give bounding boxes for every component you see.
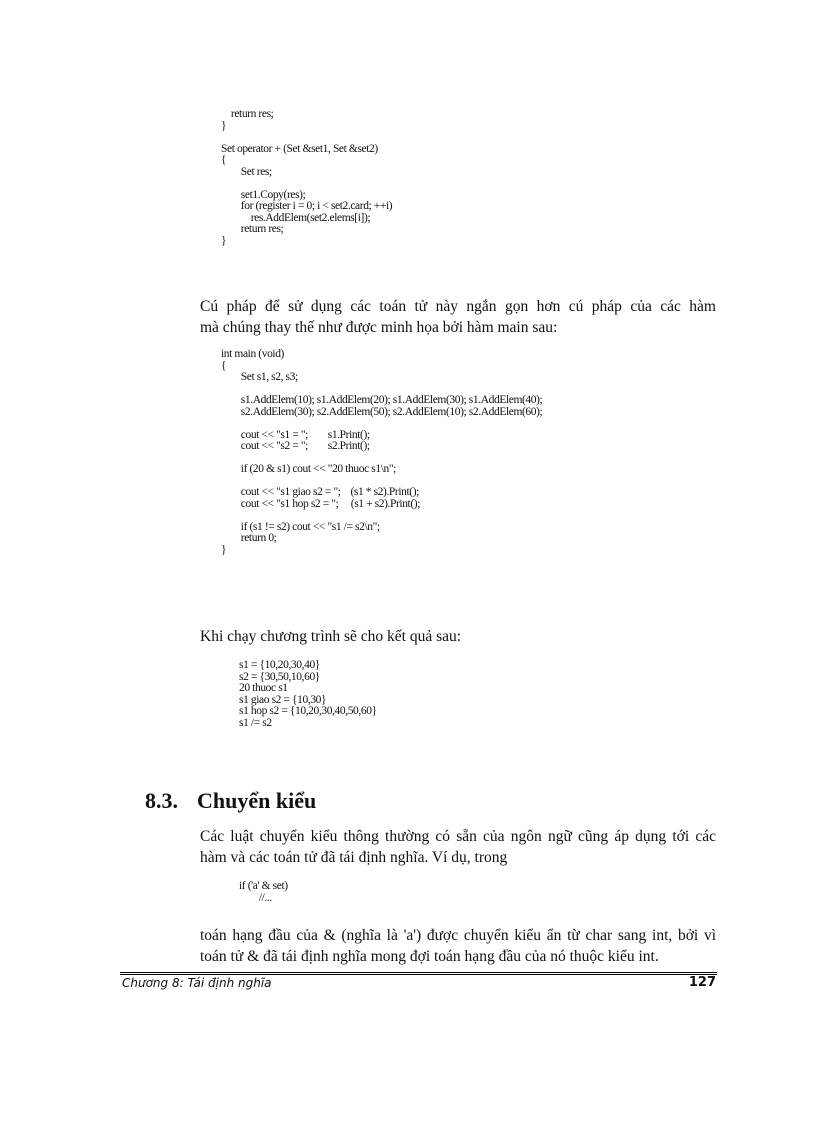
footer-chapter: Chương 8: Tái định nghĩa (122, 976, 272, 990)
code-line: cout << "s1 giao s2 = "; (s1 * s2).Print(); (221, 486, 419, 498)
section-number: 8.3. (145, 788, 178, 813)
code-line: cout << "s2 = "; s2.Print(); (221, 440, 370, 452)
code-line: return res; (221, 108, 274, 120)
code-line: for (register i = 0; i < set2.card; ++i) (221, 200, 393, 212)
code-line: } (221, 119, 227, 132)
page-number: 127 (688, 975, 716, 990)
code-line: return res; (221, 223, 284, 235)
code-line: s2.AddElem(30); s2.AddElem(50); s2.AddElem(10); s2.AddElem(60); (221, 405, 543, 418)
output-line: 20 thuoc s1 (239, 682, 288, 694)
code-block-main (221, 349, 542, 556)
paragraph-line: toán hạng đầu của & (nghĩa là 'a') được chuyển kiểu ẩn từ char sang int, bởi vì (200, 927, 716, 944)
body-paragraph (200, 826, 716, 868)
body-paragraph (200, 925, 716, 967)
body-paragraph (200, 626, 716, 647)
code-line: cout << "s1 = "; s1.Print(); (221, 428, 370, 441)
code-line: int main (void) (221, 348, 284, 360)
code-line: res.AddElem(set2.elems[i]); (221, 211, 371, 224)
code-line: { (221, 359, 227, 372)
code-line: Set operator + (Set &set1, Set &set2) (221, 142, 378, 155)
output-line: s2 = {30,50,10,60} (239, 670, 320, 683)
code-line (221, 418, 542, 430)
code-line: s1.AddElem(10); s1.AddElem(20); s1.AddElem(30); s1.AddElem(40); (221, 394, 543, 406)
code-line (221, 510, 542, 522)
code-line: if (s1 != s2) cout << "s1 /= s2\n"; (221, 520, 380, 533)
code-block-if (239, 881, 288, 904)
output-line: s1 = {10,20,30,40} (239, 659, 320, 671)
code-line: if ('a' & set) (239, 880, 288, 892)
code-line (221, 178, 392, 190)
paragraph-line: Các luật chuyển kiểu thông thường có sẵn của ngôn ngữ cũng áp dụng tới các (200, 828, 716, 845)
code-line: } (221, 543, 227, 556)
output-line: s1 giao s2 = {10,30} (239, 693, 327, 706)
body-paragraph (200, 296, 716, 338)
section-heading (145, 786, 316, 816)
footer-divider (120, 972, 717, 973)
paragraph-line: hàm và các toán tử đã tái định nghĩa. Ví dụ, trong (200, 849, 508, 866)
paragraph-line: Cú pháp để sử dụng các toán tử này ngắn gọn hơn cú pháp của các hàm (200, 298, 716, 315)
paragraph-line: toán tử & đã tái định nghĩa mong đợi toán hạng đầu của nó thuộc kiểu int. (200, 948, 659, 965)
code-line: if (20 & s1) cout << "20 thuoc s1\n"; (221, 463, 396, 475)
code-line: } (221, 234, 227, 247)
code-line: cout << "s1 hop s2 = "; (s1 + s2).Print(); (221, 497, 421, 510)
section-title: Chuyển kiểu (197, 788, 317, 813)
code-line: return 0; (221, 532, 277, 544)
paragraph-line: Khi chạy chương trình sẽ cho kết quả sau: (200, 628, 462, 645)
program-output (239, 660, 377, 729)
code-line: Set s1, s2, s3; (221, 371, 298, 383)
output-line: s1 /= s2 (239, 716, 272, 729)
code-line: Set res; (221, 165, 272, 178)
footer-divider (120, 974, 717, 975)
code-line: { (221, 154, 227, 166)
code-block-operators (221, 109, 392, 247)
output-line: s1 hop s2 = {10,20,30,40,50,60} (239, 705, 377, 717)
code-line: //... (239, 891, 272, 904)
code-line (221, 132, 392, 144)
code-line: set1.Copy(res); (221, 188, 306, 201)
paragraph-line: mà chúng thay thế như được minh họa bởi hàm main sau: (200, 319, 558, 336)
